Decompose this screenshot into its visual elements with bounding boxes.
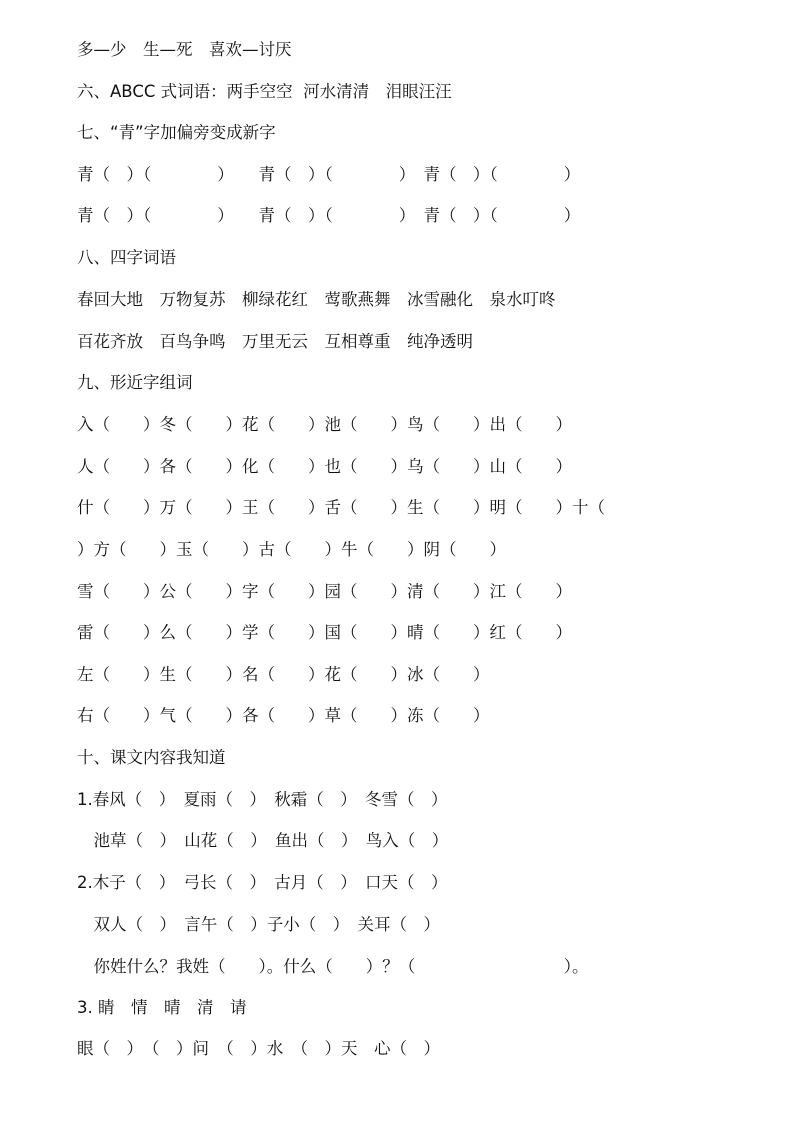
- section-6-heading: 六、ABCC 式词语：两手空空 河水清清 泪眼汪汪: [77, 82, 452, 101]
- similar-char-row-4: ）方（ ）玉（ ）古（ ）牛（ ）阴（ ）: [77, 540, 506, 559]
- four-char-idioms-row-2: 百花齐放 百鸟争鸣 万里无云 互相尊重 纯净透明: [77, 332, 473, 351]
- lesson-q2-row-2: 双人（ ） 言午（ ）子小（ ） 关耳（ ）: [77, 915, 440, 934]
- lesson-q2-row-3: 你姓什么？我姓（ ）。什么（ ）？（ ）。: [77, 957, 589, 976]
- antonym-pairs-line: 多—少 生—死 喜欢—讨厌: [77, 40, 292, 59]
- similar-char-row-3: 什（ ）万（ ）王（ ）舌（ ）生（ ）明（ ）十（: [77, 498, 605, 517]
- four-char-idioms-row-1: 春回大地 万物复苏 柳绿花红 莺歌燕舞 冰雪融化 泉水叮咚: [77, 290, 556, 309]
- similar-char-row-5: 雪（ ）公（ ）字（ ）园（ ）清（ ）江（ ）: [77, 582, 572, 601]
- similar-char-row-8: 右（ ）气（ ）各（ ）草（ ）冻（ ）: [77, 706, 490, 725]
- section-9-heading: 九、形近字组词: [77, 373, 193, 392]
- qing-radical-row-1: 青（ ）（ ） 青（ ）（ ） 青（ ）（ ）: [77, 165, 581, 184]
- section-7-heading: 七、“青”字加偏旁变成新字: [77, 123, 276, 142]
- lesson-q1-row-2: 池草（ ） 山花（ ） 鱼出（ ） 鸟入（ ）: [77, 831, 449, 850]
- similar-char-row-6: 雷（ ）么（ ）学（ ）国（ ）晴（ ）红（ ）: [77, 623, 572, 642]
- lesson-q2-row-1: 2.木子（ ） 弓长（ ） 古月（ ） 口天（ ）: [77, 873, 448, 892]
- similar-char-row-1: 入（ ）冬（ ）花（ ）池（ ）鸟（ ）出（ ）: [77, 415, 572, 434]
- section-10-heading: 十、课文内容我知道: [77, 748, 226, 767]
- similar-char-row-2: 人（ ）各（ ）化（ ）也（ ）乌（ ）山（ ）: [77, 457, 572, 476]
- qing-radical-row-2: 青（ ）（ ） 青（ ）（ ） 青（ ）（ ）: [77, 206, 581, 225]
- lesson-q3-row: 眼（ ） （ ）问 （ ）水 （ ）天 心（ ）: [77, 1039, 440, 1058]
- similar-char-row-7: 左（ ）生（ ）名（ ）花（ ）冰（ ）: [77, 665, 490, 684]
- section-8-heading: 八、四字词语: [77, 248, 176, 267]
- lesson-q1-row-1: 1.春风（ ） 夏雨（ ） 秋霜（ ） 冬雪（ ）: [77, 790, 448, 809]
- lesson-q3-heading: 3. 睛 情 晴 清 请: [77, 998, 247, 1017]
